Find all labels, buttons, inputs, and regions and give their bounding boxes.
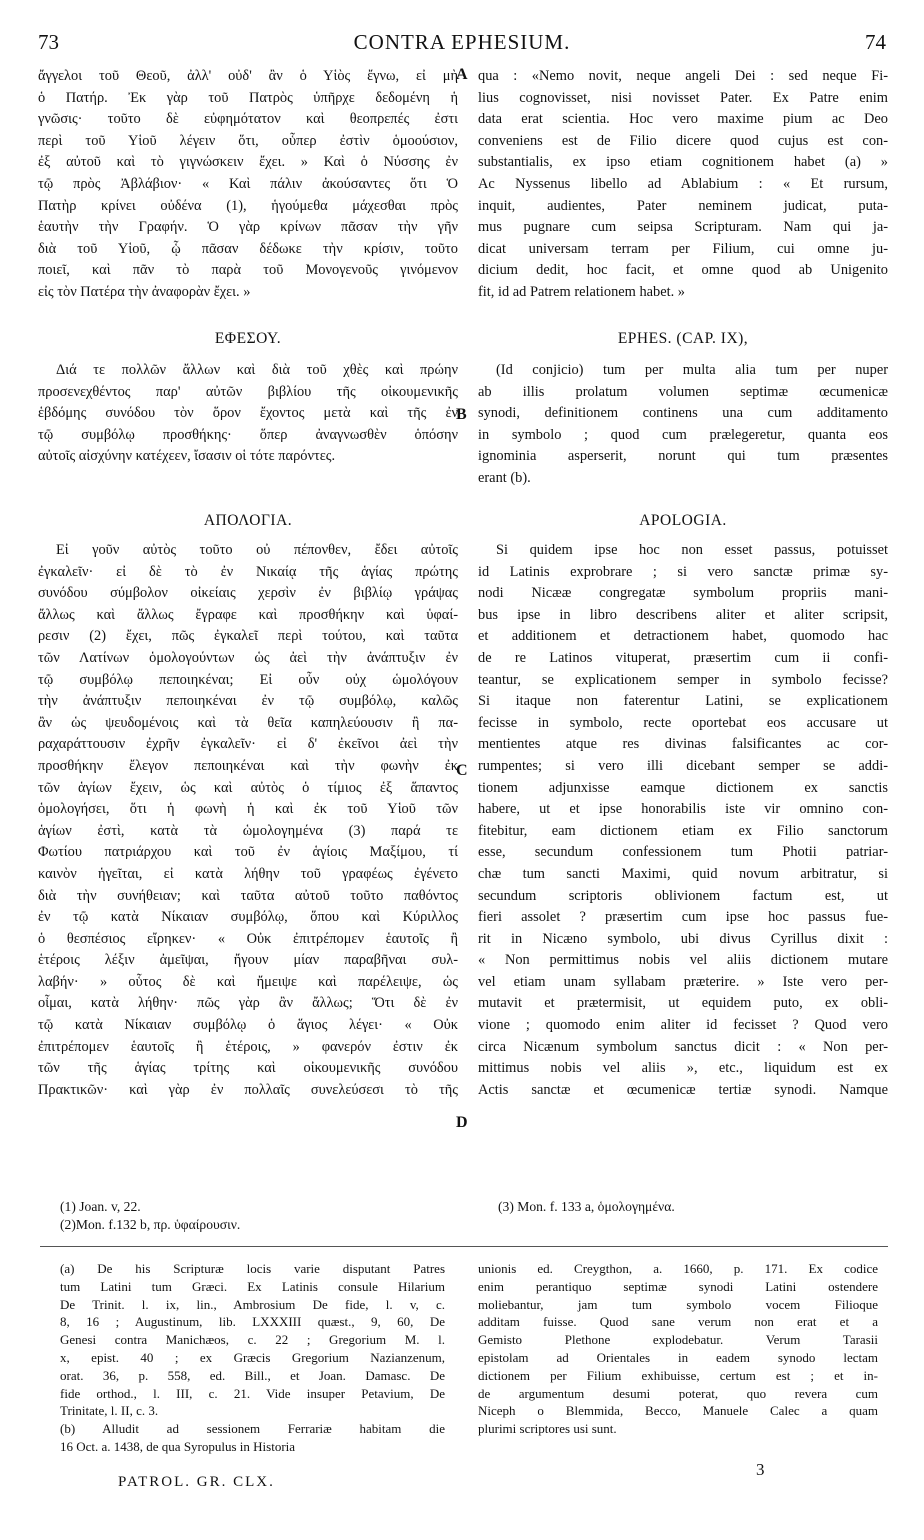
note-line: additam fuisse. Quod sane verum non erat et a [478, 1314, 878, 1330]
text-line: λαβήν· » οὗτος δὲ καὶ ἤμειψε καὶ παρέλειψε, ὡς [38, 973, 458, 990]
text-line: ποιεῖ, καὶ πᾶν τὸ παρὰ τοῦ Μονογενοῦς γινόμενον [38, 262, 458, 279]
text-line: τὴν ἀνάπτυξιν πεποιηκέναι ἐν τῷ συμβόλῳ, καλῶς [38, 693, 458, 710]
latin-intro-block [478, 66, 888, 304]
note-line: Niceph o Blemmida, Becco, Manuele Calec a quam [478, 1403, 878, 1419]
text-line: (Id conjicio) tum per multa alia tum per nuper [496, 362, 888, 378]
page-number-right: 74 [865, 30, 886, 54]
text-line: bus ipse in libro describens aliter et aliter scripsit, [478, 606, 888, 623]
margin-letter-d: D [456, 1114, 468, 1131]
text-line: τῷ συμβόλῳ προσθήκης· ὅπερ ἀναγνωσθὲν ὁπόσην [38, 426, 458, 443]
text-line: rumpentes; si vero illi dicebant semper se addi- [478, 757, 888, 774]
text-line: ignominia asperserit, norunt qui tum præsentes [478, 448, 888, 465]
text-line: dicium dedit, hoc facit, et omne quod ab Unigenito [478, 262, 888, 279]
text-line: ἂν ὡς ψευδομένοις καὶ τὰ θεῖα καπηλεύουσιν ἢ πα- [38, 714, 458, 731]
text-line: mutavit et prætermisit, ut equidem puto, ex obli- [478, 995, 888, 1012]
text-line: esse, secundum confessionem tum Photii patriar- [478, 844, 888, 861]
text-line: fitebitur, eam dictionem etiam ex Filio sanctorum [478, 822, 888, 839]
text-line: dicat universam terram per Filium, cui omne ju- [478, 240, 888, 257]
text-line: διὰ τοῦ Υἱοῦ, ᾧ πᾶσαν δέδωκε τὴν κρίσιν, τοῦτο [38, 240, 458, 257]
text-line: erant (b). [478, 469, 531, 486]
signature-number: 3 [756, 1460, 765, 1479]
text-line: Διά τε πολλῶν ἄλλων καὶ διὰ τοῦ χθὲς καὶ πρώην [56, 362, 458, 378]
text-line: rit in Nicæno symbolo, ubi divus Cyrillus dixit : [478, 930, 888, 947]
text-line: τῶν Λατίνων ὁμολογούντων ὡς ἀεὶ τὴν ἀνάπτυξιν ἐν [38, 649, 458, 666]
text-line: καινὸν ἡγεῖται, εἰ κατὰ λήθην τοῦ γραφέως ἐγένετο [38, 865, 458, 882]
text-line: secundum scriptoris oblivionem factum est, ut [478, 887, 888, 904]
text-line: qua : «Nemo novit, neque angeli Dei : sed neque Fi- [478, 68, 888, 84]
note-line: 8, 16 ; Augustinum, lib. LXXXIII quæst., 9, 60, De [60, 1314, 445, 1330]
text-line: ἐπιτρέπομεν ἑαυτοῖς ἢ ἑτέροις, » φανερόν ἐστιν ἐκ [38, 1038, 458, 1055]
text-line: τῶν τῆς ἁγίας τρίτης καὶ οἰκουμενικῆς συνόδου [38, 1060, 458, 1077]
text-line: Φωτίου πατριάρχου καὶ τοῦ ἐν ἁγίοις Μαξίμου, τί [38, 844, 458, 861]
text-line: οἶμαι, κατὰ λήθην· πῶς γὰρ ἂν ἄλλως; Ὅτι δὲ ἐν [38, 995, 458, 1012]
latin-ephes-block [478, 360, 888, 490]
text-line: Πατὴρ κρίνει οὐδένα (1), ἡγούμεθα μάχεσθαι πρὸς [38, 197, 458, 214]
text-line: προσθήκην ἔλεγον πεποιηκέναι καὶ τὴν φωνὴν ἐκ [38, 757, 458, 774]
text-line: fecisse in symbolo, recte oportebat eos accusare ut [478, 714, 888, 731]
section-heading-greek-apologia: ΑΠΟΛΟΓΙΑ. [203, 512, 293, 529]
note-line: plurimi scriptores usi sunt. [478, 1421, 617, 1437]
text-line: in symbolo ; quod cum prælegeretur, quanta eos [478, 426, 888, 443]
text-line: ἄγγελοι τοῦ Θεοῦ, ἀλλ' οὐδ' ἂν ὁ Υἱὸς ἔγνω, εἰ μὴ [38, 68, 458, 84]
text-line: vione ; quomodo enim aliter id fecisset ? Quod vero [478, 1017, 888, 1034]
section-heading-latin-ephes: EPHES. (CAP. IX), [617, 330, 749, 347]
note-line: fide orthod., l. III, c. 21. Vide insuper Petavium, De [60, 1385, 445, 1401]
note-line: orat. 36, p. 558, ed. Bill., et Joan. Damasc. De [60, 1367, 445, 1383]
text-line: inquit, audientes, Pater neminem judicat, puta- [478, 197, 888, 214]
text-line: Ac Nyssenus libello ad Ablabium : « Et rursum, [478, 175, 888, 192]
text-line: Εἰ γοῦν αὐτὸς τοῦτο οὐ πέπονθεν, ἔδει αὐτοῖς [56, 542, 458, 558]
text-line: ραχαράττουσιν ἐχρῆν ἐγκαλεῖν· εἰ δ' ἐκεῖνοι ἀεὶ τὴν [38, 736, 458, 753]
running-head [34, 30, 890, 58]
text-line: Si quidem ipse hoc non esset passus, potuisset [496, 542, 888, 558]
note-line: Trinitate, l. II, c. 3. [60, 1403, 159, 1419]
text-line: vel etiam unam syllabam præterire. » Iste vero per- [478, 973, 888, 990]
text-line: mentientes atque res divinas falsificantes ac cor- [478, 736, 888, 753]
text-line: ab illis prolatum volumen septimæ œcumenicæ [478, 383, 888, 400]
text-line: Si itaque non faterentur Latini, se explicationem [478, 693, 888, 710]
greek-apologia-block [38, 540, 458, 1101]
text-line: διὰ τὴν συνήθειαν; καὶ ταῦτα αὐτοῦ τοῦτο παθόντος [38, 887, 458, 904]
greek-intro-block [38, 66, 458, 304]
text-line: τῷ συμβόλῳ πεποιηκέναι; Εἰ οὖν οὐχ ὡμολόγουν [38, 671, 458, 688]
page-number-left: 73 [38, 30, 59, 54]
text-line: ἑαυτὴν τὴν Γραφήν. Ὁ γὰρ κρίνων πᾶσαν τὴν γῆν [38, 219, 458, 236]
margin-letter-a: A [456, 66, 468, 83]
note-line: (b) Alludit ad sessionem Ferrariæ habitam die [60, 1421, 445, 1437]
note-line: 16 Oct. a. 1438, de qua Syropulus in Historia [60, 1438, 296, 1454]
text-line: et additionem et detractionem habet, quomodo hac [478, 628, 888, 645]
notes-left-block [60, 1260, 445, 1456]
text-line: συνόδου σύμβολον οἰκείαις χερσὶν ἐν βιβλίῳ γράψας [38, 585, 458, 602]
text-line: circa Nicænum symbolum sanctus dicit : « Non per- [478, 1038, 888, 1055]
footnote-2: (2)Mon. f.132 b, πρ. ὑφαίρουσιν. [60, 1217, 241, 1232]
section-heading-latin-apologia: APOLOGIA. [639, 512, 727, 529]
text-line: Actis sanctæ et œcumenicæ tertiæ synodi. Namque [478, 1081, 888, 1098]
text-line: τῷ κατὰ Νίκαιαν συμβόλῳ ὁ ἅγιος λέγει· « Οὐκ [38, 1017, 458, 1034]
text-line: αὐτοῖς αἰσχύνην κατέχεεν, ἴσασιν οἱ τότε παρόντες. [38, 448, 336, 465]
text-line: id Latinis exprobrare ; si vero sanctæ primæ sy- [478, 563, 888, 580]
note-line: De Trinit. l. ix, lin., Ambrosium De fide, l. v, c. [60, 1296, 445, 1312]
text-line: lius cognovisset, nisi novisset Pater. Ex Patre enim [478, 89, 888, 106]
text-line: habere, ut et ipse honorabilis iste vir omnino con- [478, 801, 888, 818]
text-line: προσενεχθέντος παρ' αὐτῶν βιβλίου τῆς οἰκουμενικῆς [38, 383, 458, 400]
note-line: unionis ed. Creygthon, a. 1660, p. 171. Ex codice [478, 1261, 878, 1276]
margin-letter-c: C [456, 762, 468, 779]
text-line: fieri assolet ? præsertim cum ipse hoc passus fue- [478, 909, 888, 926]
text-line: ἐξ αὐτοῦ καὶ τὸ γιγνώσκειν ἔχει. » Καὶ ὁ Νύσσης ἐν [38, 154, 458, 171]
text-line: tionem adjunxisse eamque dictionem ex sanctis [478, 779, 888, 796]
text-line: τῷ πρὸς Ἀβλάβιον· « Καὶ πάλιν ἀκούσαντες ὅτι Ὁ [38, 175, 458, 192]
text-line: data erat scientia. Hoc vero maxime pium ac Deo [478, 111, 888, 128]
text-line: ἁγίων ἐστὶ, κατὰ τὰ ὡμολογημένα (3) παρά τε [38, 822, 458, 839]
latin-apologia-block [478, 540, 888, 1101]
text-line: fit, id ad Patrem relationem habet. » [478, 283, 685, 300]
note-line: tum Latini tum Græci. Ex Latinis consule Hilarium [60, 1278, 445, 1294]
note-line: de argumentum desumi poterat, quo revera cum [478, 1385, 878, 1401]
section-heading-greek-ephes: ΕΦΕΣΟΥ. [214, 330, 282, 347]
notes-divider [40, 1246, 888, 1247]
note-line: enim perantiquo septimæ synodi Latini ostendere [478, 1278, 878, 1294]
text-line: ὁ Πατήρ. Ἐκ γὰρ τοῦ Πατρὸς ὑπῆρχε δεδομένη ἡ [38, 89, 458, 106]
notes-right-block [478, 1260, 878, 1438]
printer-signature: PATROL. GR. CLX. [118, 1474, 275, 1490]
text-line: conveniens est de Filio dicere quod cujus est con- [478, 132, 888, 149]
note-line: x, epist. 40 ; ex Græcis Gregorium Nazianzenum, [60, 1349, 445, 1365]
text-line: teantur, se explicationem semper in symbolo fecisse? [478, 671, 888, 688]
running-title: CONTRA EPHESIUM. [353, 30, 571, 54]
text-line: ἐν τῷ κατὰ Νίκαιαν συμβόλῳ, ὅπου καὶ Κύριλλος [38, 909, 458, 926]
text-line: de re Latinos vituperat, præsertim cum ii confi- [478, 649, 888, 666]
text-line: ὁ θεσπέσιος εἴρηκεν· « Οὐκ ἐπιτρέπομεν ἑαυτοῖς ἢ [38, 930, 458, 947]
text-line: ἑτέροις λέξιν ἀμεῖψαι, ἤγουν μίαν παραβῆναι συλ- [38, 952, 458, 969]
text-line: synodi, definitionem continens una cum additamento [478, 405, 888, 422]
text-line: ἄλλως καὶ ἄλλως ἔγραφε καὶ προσθήκην καὶ ὑφαί- [38, 606, 458, 623]
text-line: substantialis, ex ipso etiam cognitionem habet (a) » [478, 154, 888, 171]
note-line: (a) De his Scripturæ locis varie disputant Patres [60, 1261, 445, 1276]
note-line: dictionem per Filium exhibuisse, certum est ; et in- [478, 1367, 878, 1383]
greek-ephes-block [38, 360, 458, 468]
text-line: ἑβδόμης συνόδου τὸν ὅρον ἔχοντος μετὰ καὶ τῆς ἐν [38, 405, 458, 422]
text-line: nodi Nicææ congregatæ symbolum propriis mani- [478, 585, 888, 602]
text-line: ἐγκαλεῖν· εἰ δὲ τὸ ἐν Νικαίᾳ τῆς ἁγίας πρώτης [38, 563, 458, 580]
text-line: περὶ τοῦ Υἱοῦ λέγειν ὅτι, οὗπερ ἐστὶν ὁμοούσιον, [38, 132, 458, 149]
text-line: mus pugnare cum seipsa Scripturam. Nam qui ja- [478, 219, 888, 236]
text-line: ρεσιν (2) ἔχει, πῶς ἐγκαλεῖ περὶ τούτου, καὶ ταῦτα [38, 628, 458, 645]
text-line: ὁμολογήσει, ὅτι ἡ φωνὴ ἡ καὶ ἐκ τοῦ Υἱοῦ τῶν [38, 801, 458, 818]
text-line: εἰς τὸν Πατέρα τὴν ἀναφορὰν ἔχει. » [38, 283, 251, 300]
text-line: mittimus nobis vel aliis », etc., liquidum est ex [478, 1060, 888, 1077]
text-line: « Non permittimus nobis vel aliis dictionem mutare [478, 952, 888, 969]
note-line: moliebantur, jam tum symbolo vocem Filioque [478, 1296, 878, 1312]
note-line: Gemisto Plethone explodebatur. Verum Tarasii [478, 1332, 878, 1348]
note-line: Genesi contra Manichæos, c. 22 ; Gregorium M. l. [60, 1332, 445, 1348]
footnote-1: (1) Joan. v, 22. [60, 1199, 141, 1214]
footnote-3: (3) Mon. f. 133 a, ὁμολογημένα. [498, 1199, 675, 1214]
margin-letter-b: B [456, 406, 467, 423]
text-line: τῶν ἁγίων ἔχειν, ὡς καὶ αὐτὸς ὁ τίμιος ἐξ ἅπαντος [38, 779, 458, 796]
text-line: chæ tum sancti Maximi, quid novum arbitratur, si [478, 865, 888, 882]
note-line: epistolam ad Orientales in eadem synodo lectam [478, 1349, 878, 1365]
text-line: Πρακτικῶν· καὶ γὰρ ἐν πολλαῖς συνελεύσεσι τὸ τῆς [38, 1081, 458, 1098]
text-line: γνῶσις· τοῦτο δὲ εὐφημότατον καὶ θεοπρεπές ἐστι [38, 111, 458, 128]
